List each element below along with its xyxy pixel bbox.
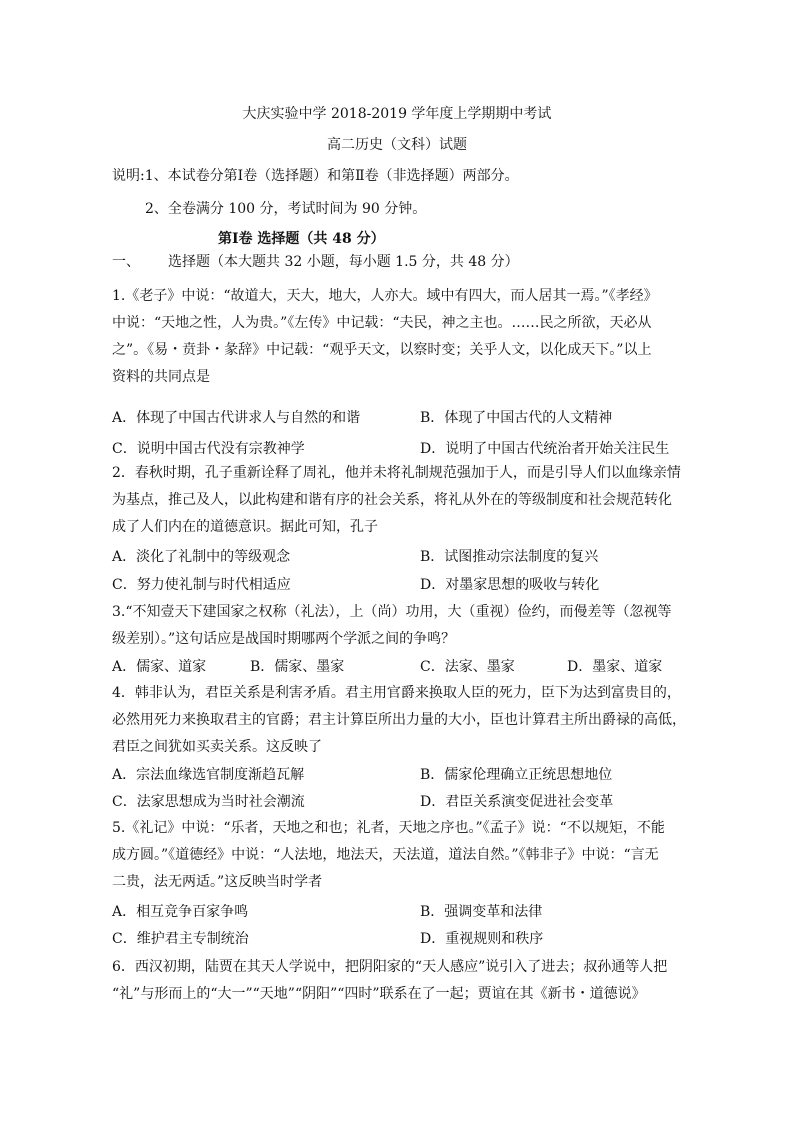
- question-text-line: 成方圆。”《道德经》中说：“人法地，地法天，天法道，道法自然。”《韩非子》中说：“言无: [112, 847, 659, 863]
- option-c: C．说明中国古代没有宗教神学: [112, 441, 305, 457]
- question-text-line: 为基点，推己及人，以此构建和谐有序的社会关系，将礼从外在的等级制度和社会规范转化: [112, 492, 672, 508]
- question-text-line: 中说：“天地之性，人为贵。”《左传》中记载：“夫民，神之主也。……民之所欲，天必从: [112, 315, 652, 331]
- option-d: D．君臣关系演变促进社会变革: [420, 794, 614, 810]
- question-text-line: “礼”与形而上的“大一”“天地”“阴阳”“四时”联系在了一起；贾谊在其《新书・道德说》: [112, 986, 646, 1002]
- option-b: B．儒家伦理确立正统思想地位: [420, 767, 613, 783]
- option-b: B．体现了中国古代的人文精神: [420, 410, 613, 426]
- section-number: 一、: [112, 254, 140, 270]
- question-text-line: 君臣之间犹如买卖关系。这反映了: [112, 739, 322, 755]
- option-c: C．法家、墨家: [420, 659, 515, 675]
- question-text-line: 6．西汉初期，陆贾在其天人学说中，把阴阳家的“天人感应”说引入了进去；叔孙通等人把: [112, 959, 668, 975]
- question-text-line: 必然用死力来换取君主的官爵；君主计算臣所出力量的大小，臣也计算君主所出爵禄的高低，: [112, 712, 686, 728]
- option-c: C．法家思想成为当时社会潮流: [112, 794, 305, 810]
- option-b: B．儒家、墨家: [250, 659, 345, 675]
- instruction-line-2: 2、全卷满分 100 分，考试时间为 90 分钟。: [145, 201, 427, 217]
- option-b: B．试图推动宗法制度的复兴: [420, 549, 599, 565]
- option-d: D．说明了中国古代统治者开始关注民生: [420, 441, 670, 457]
- option-d: D．对墨家思想的吸收与转化: [420, 577, 600, 593]
- option-b: B．强调变革和法律: [420, 904, 543, 920]
- question-text-line: 资料的共同点是: [112, 369, 210, 385]
- question-text-line: 4．韩非认为，君臣关系是利害矛盾。君主用官爵来换取人臣的死力，臣下为达到富贵目的，: [112, 685, 681, 701]
- question-text-line: 2．春秋时期，孔子重新诠释了周礼，他并未将礼制规范强加于人，而是引导人们以血缘亲情: [112, 465, 681, 481]
- option-c: C．努力使礼制与时代相适应: [112, 577, 291, 593]
- section-heading: 选择题（本大题共 32 小题，每小题 1.5 分，共 48 分）: [168, 254, 519, 270]
- part1-heading: 第Ⅰ卷 选择题（共 48 分）: [218, 231, 385, 247]
- exam-title: 大庆实验中学 2018-2019 学年度上学期期中考试: [242, 106, 552, 122]
- question-text-line: 1.《老子》中说：“故道大，天大，地大，人亦大。域中有四大，而人居其一焉。”《孝经》: [112, 288, 658, 304]
- option-a: A．体现了中国古代讲求人与自然的和谐: [112, 410, 361, 426]
- option-a: A．淡化了礼制中的等级观念: [112, 549, 291, 565]
- exam-subtitle: 高二历史（文科）试题: [327, 137, 467, 153]
- option-a: A．宗法血缘选官制度渐趋瓦解: [112, 767, 305, 783]
- question-text-line: 3.“不知壹天下建国家之权称（礼法），上（尚）功用，大（重视）俭约，而僈差等（忽视等: [112, 604, 672, 620]
- instruction-line-1: 说明:1、本试卷分第Ⅰ卷（选择题）和第Ⅱ卷（非选择题）两部分。: [112, 168, 519, 184]
- option-c: C．维护君主专制统治: [112, 931, 249, 947]
- question-text-line: 二贵，法无两适。”这反映当时学者: [112, 874, 323, 890]
- option-d: D．墨家、道家: [567, 659, 663, 675]
- question-text-line: 级差别）。”这句话应是战国时期哪两个学派之间的争鸣？: [112, 631, 456, 647]
- option-a: A．儒家、道家: [112, 659, 207, 675]
- option-d: D．重视规则和秩序: [420, 931, 544, 947]
- question-text-line: 之”。《易・贲卦・彖辞》中记载：“观乎天文，以察时变；关乎人文，以化成天下。”以上: [112, 342, 652, 358]
- option-a: A．相互竞争百家争鸣: [112, 904, 249, 920]
- question-text-line: 成了人们内在的道德意识。据此可知，孔子: [112, 519, 378, 535]
- question-text-line: 5.《礼记》中说：“乐者，天地之和也；礼者，天地之序也。”《孟子》说：“不以规矩，不能: [112, 820, 665, 836]
